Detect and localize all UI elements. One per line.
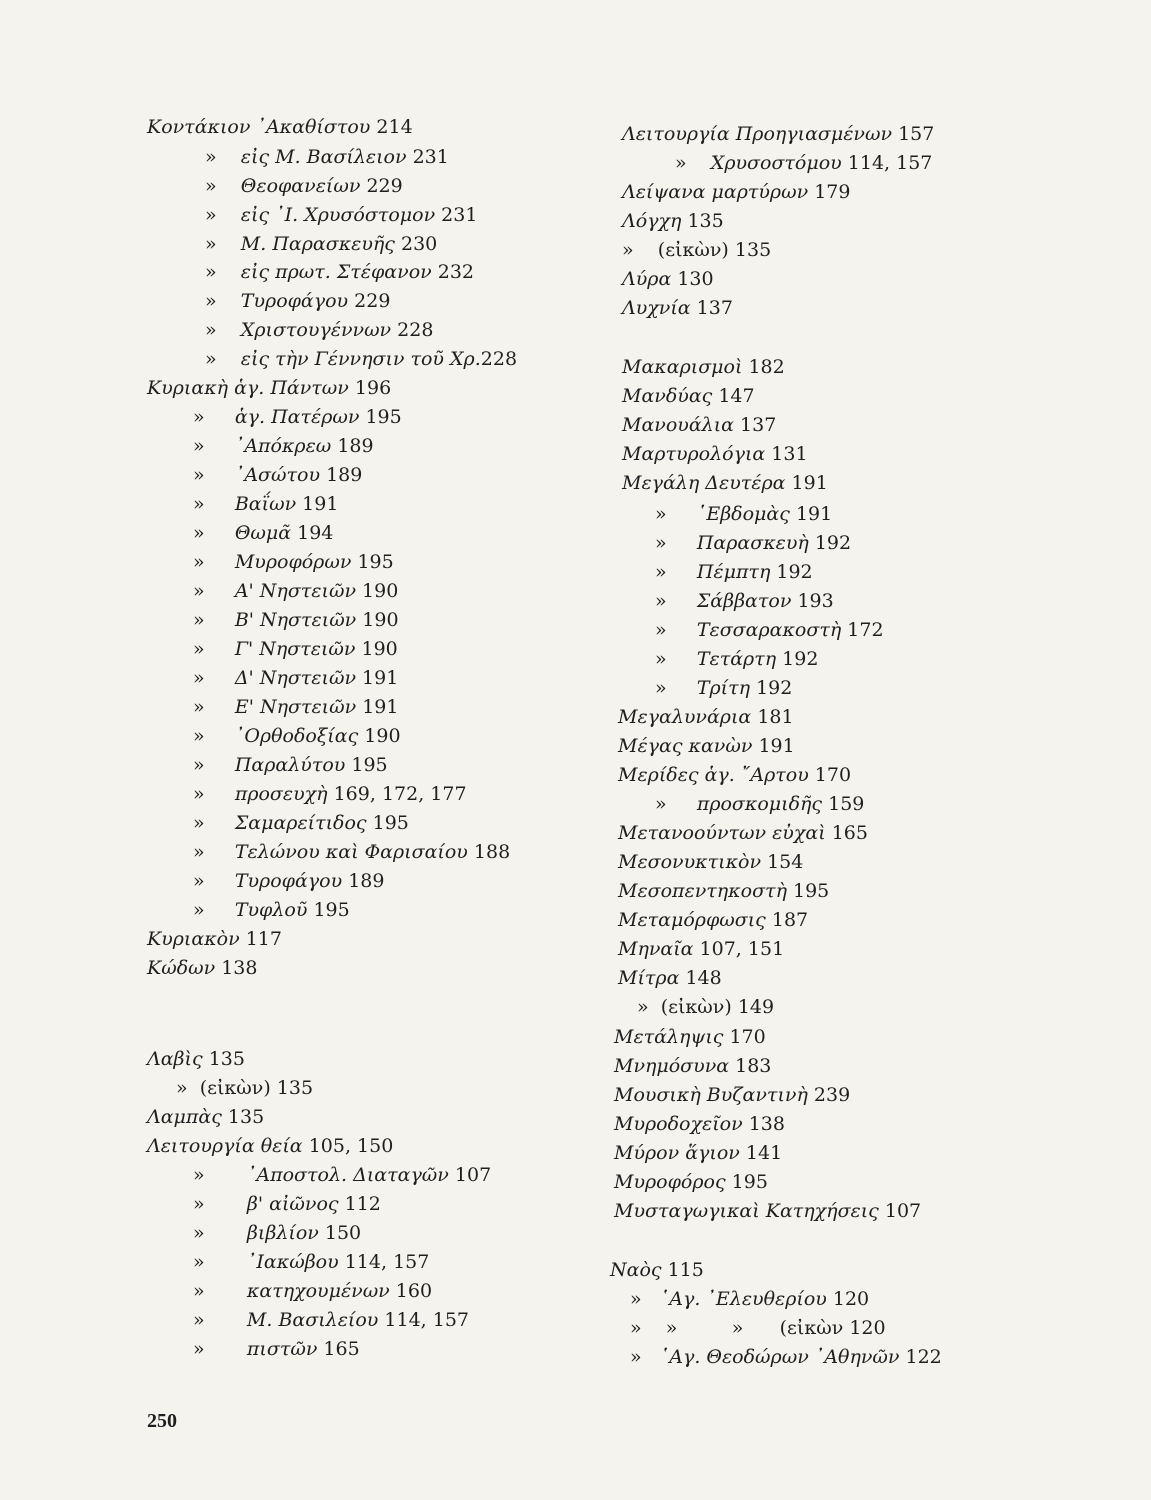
index-entry: » ῾Αγ. ᾿Ελευθερίου 120 — [630, 1288, 870, 1310]
index-entry: Λείψανα μαρτύρων 179 — [622, 181, 851, 203]
index-entry: Μεσονυκτικὸν 154 — [618, 851, 804, 873]
index-entry: Μεγαλυνάρια 181 — [618, 706, 794, 728]
index-entry: » ῾Αγ. Θεοδώρων ᾿Αθηνῶν 122 — [630, 1346, 942, 1368]
index-entry: Μεσοπεντηκοστὴ 195 — [618, 880, 830, 902]
index-entry: » ᾿Ασώτου 189 — [193, 464, 363, 486]
index-entry: Μυροδοχεῖον 138 — [614, 1113, 785, 1135]
index-entry: » προσευχὴ 169, 172, 177 — [193, 783, 467, 805]
index-entry: Λειτουργία Προηγιασμένων 157 — [622, 123, 935, 145]
index-entry: Μακαρισμοὶ 182 — [622, 356, 785, 378]
index-entry: » Παρασκευὴ 192 — [655, 532, 852, 554]
index-entry: » Θωμᾶ 194 — [193, 522, 334, 544]
index-entry: » κατηχουμένων 160 — [193, 1280, 433, 1302]
index-entry: Λαμπὰς 135 — [147, 1106, 265, 1128]
index-entry: » Τρίτη 192 — [655, 677, 793, 699]
index-entry: » ᾿Ιακώβου 114, 157 — [193, 1251, 430, 1273]
index-entry: » (εἰκὼν) 135 — [176, 1077, 314, 1099]
index-entry: Ναὸς 115 — [610, 1259, 704, 1281]
index-entry: » πιστῶν 165 — [193, 1338, 360, 1360]
index-entry: Μετανοούντων εὐχαὶ 165 — [618, 822, 868, 844]
index-entry: Μίτρα 148 — [618, 967, 722, 989]
index-entry: Κυριακὸν 117 — [147, 928, 282, 950]
index-entry: » Δ' Νηστειῶν 191 — [193, 667, 399, 689]
index-entry: » βιβλίον 150 — [193, 1222, 362, 1244]
index-entry: Μανουάλια 137 — [622, 414, 777, 436]
index-entry: Μανδύας 147 — [622, 385, 755, 407]
index-entry: Κυριακὴ ἁγ. Πάντων 196 — [147, 377, 392, 399]
index-entry: » Τυφλοῦ 195 — [193, 899, 350, 921]
index-entry: Μετάληψις 170 — [614, 1026, 766, 1048]
index-entry: Μύρον ἅγιον 141 — [614, 1142, 783, 1164]
index-entry: Λύρα 130 — [622, 268, 714, 290]
index-entry: » Παραλύτου 195 — [193, 754, 388, 776]
index-entry: Μυροφόρος 195 — [614, 1171, 768, 1193]
index-entry: » Θεοφανείων 229 — [205, 175, 403, 197]
index-entry: » ῾Εβδομὰς 191 — [655, 503, 833, 525]
index-entry: » προσκομιδῆς 159 — [655, 793, 865, 815]
index-entry: » Χρυσοστόμου 114, 157 — [675, 152, 933, 174]
index-entry: » β' αἰῶνος 112 — [193, 1193, 381, 1215]
index-entry: Λειτουργία θεία 105, 150 — [147, 1135, 394, 1157]
index-entry: » Τυροφάγου 189 — [193, 870, 385, 892]
index-entry: Μεγάλη Δευτέρα 191 — [622, 472, 828, 494]
index-entry: » » » (εἰκὼν 120 — [630, 1317, 886, 1339]
index-entry: » εἰς Μ. Βασίλειον 231 — [205, 146, 449, 168]
index-entry: Λαβὶς 135 — [147, 1048, 245, 1070]
index-entry: » Χριστουγέννων 228 — [205, 319, 434, 341]
index-entry: » ᾿Απόκρεω 189 — [193, 435, 374, 457]
index-entry: Λυχνία 137 — [622, 297, 733, 319]
index-entry: » εἰς τὴν Γέννησιν τοῦ Χρ.228 — [205, 348, 518, 370]
index-entry: Μηναῖα 107, 151 — [618, 938, 785, 960]
index-entry: » εἰς ᾿Ι. Χρυσόστομον 231 — [205, 204, 478, 226]
index-entry: » Τεσσαρακοστὴ 172 — [655, 619, 884, 641]
index-entry: » Γ' Νηστειῶν 190 — [193, 638, 398, 660]
index-entry: Κοντάκιον ᾿Ακαθίστου 214 — [147, 116, 413, 138]
index-entry: Κώδων 138 — [147, 957, 258, 979]
index-entry: » Α' Νηστειῶν 190 — [193, 580, 399, 602]
index-entry: » Βαΐων 191 — [193, 493, 339, 515]
index-entry: Μέγας κανὼν 191 — [618, 735, 795, 757]
index-entry: » (εἰκὼν) 149 — [637, 996, 775, 1018]
index-entry: » Τυροφάγου 229 — [205, 290, 391, 312]
index-entry: » Σάββατον 193 — [655, 590, 834, 612]
index-entry: » Τετάρτη 192 — [655, 648, 819, 670]
index-entry: » ᾿Αποστολ. Διαταγῶν 107 — [193, 1164, 492, 1186]
index-entry: » Ε' Νηστειῶν 191 — [193, 696, 399, 718]
index-entry: » Τελώνου καὶ Φαρισαίου 188 — [193, 841, 511, 863]
index-entry: Μερίδες ἁγ. ῎Αρτου 170 — [618, 764, 852, 786]
index-entry: » Σαμαρείτιδος 195 — [193, 812, 409, 834]
index-entry: Μνημόσυνα 183 — [614, 1055, 772, 1077]
index-entry: Μυσταγωγικαὶ Κατηχήσεις 107 — [614, 1200, 922, 1222]
index-entry: Μουσικὴ Βυζαντινὴ 239 — [614, 1084, 851, 1106]
index-entry: » Μ. Παρασκευῆς 230 — [205, 233, 438, 255]
index-entry: » Β' Νηστειῶν 190 — [193, 609, 399, 631]
index-entry: » ἁγ. Πατέρων 195 — [193, 406, 402, 428]
index-entry: Λόγχη 135 — [622, 210, 724, 232]
index-entry: Μαρτυρολόγια 131 — [622, 443, 808, 465]
index-entry: » Πέμπτη 192 — [655, 561, 813, 583]
index-entry: » Μ. Βασιλείου 114, 157 — [193, 1309, 469, 1331]
index-entry: » εἰς πρωτ. Στέφανον 232 — [205, 261, 474, 283]
page-number: 250 — [147, 1410, 177, 1432]
index-entry: » ᾿Ορθοδοξίας 190 — [193, 725, 401, 747]
index-entry: » Μυροφόρων 195 — [193, 551, 394, 573]
index-entry: » (εἰκὼν) 135 — [622, 239, 772, 261]
index-entry: Μεταμόρφωσις 187 — [618, 909, 809, 931]
